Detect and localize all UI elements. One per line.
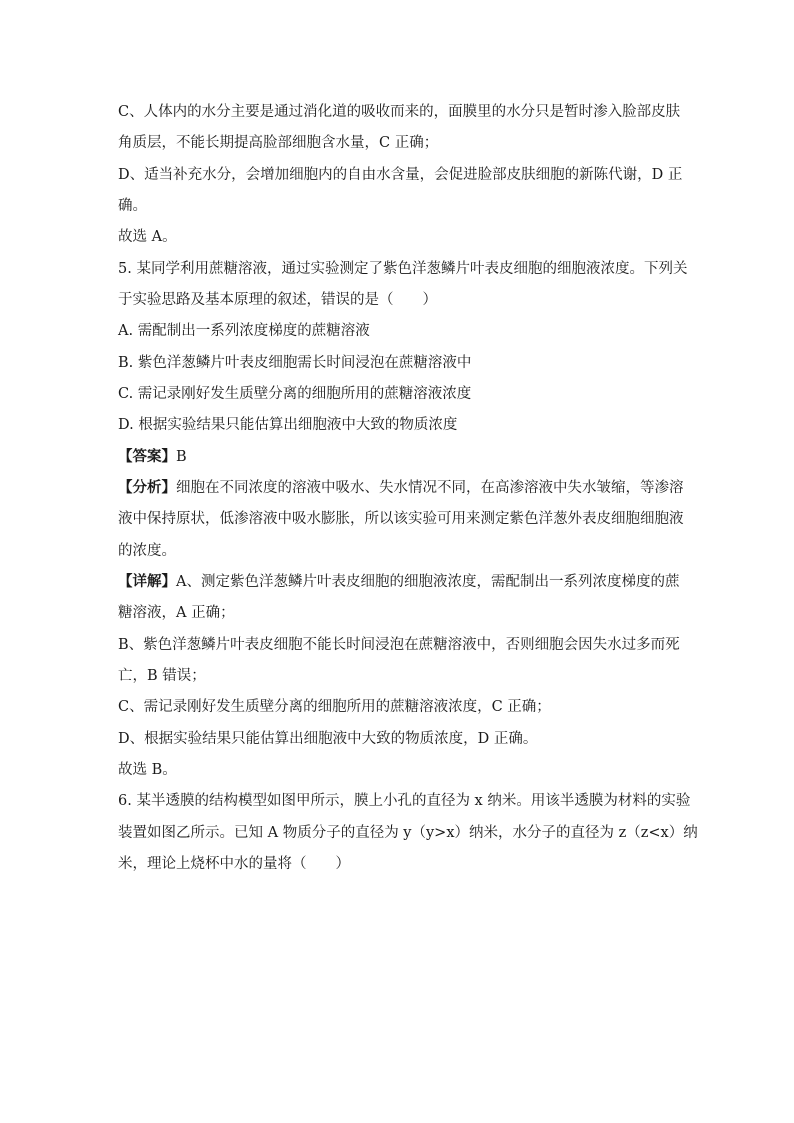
detail-label: 【详解】 bbox=[118, 573, 176, 590]
q5-stem-line-2: 于实验思路及基本原理的叙述，错误的是（ ） bbox=[118, 292, 437, 308]
prev-choose-answer: 故选 A。 bbox=[118, 229, 177, 245]
q5-detail-c: C、需记录刚好发生质壁分离的细胞所用的蔗糖溶液浓度，C 正确； bbox=[118, 699, 551, 715]
analysis-text-1: 细胞在不同浓度的溶液中吸水、失水情况不同，在高渗溶液中失水皱缩，等渗溶 bbox=[176, 480, 684, 496]
answer-value: B bbox=[176, 449, 187, 465]
answer-label: 【答案】 bbox=[118, 448, 176, 465]
prev-option-c-line-2: 角质层，不能长期提高脸部细胞含水量，C 正确； bbox=[118, 135, 439, 151]
q5-analysis-line-1 bbox=[118, 478, 684, 498]
q5-detail-b-line-1: B、紫色洋葱鳞片叶表皮细胞不能长时间浸泡在蔗糖溶液中，否则细胞会因失水过多而死 bbox=[118, 637, 680, 653]
q6-stem-line-1: 6. 某半透膜的结构模型如图甲所示，膜上小孔的直径为 x 纳米。用该半透膜为材料的实验 bbox=[118, 793, 691, 809]
q5-detail-a-line-2: 糖溶液，A 正确； bbox=[118, 605, 235, 621]
q5-detail-d: D、根据实验结果只能估算出细胞液中大致的物质浓度，D 正确。 bbox=[118, 731, 538, 747]
prev-option-d-line-2: 确。 bbox=[118, 198, 147, 214]
q6-stem-line-3: 米，理论上烧杯中水的量将（ ） bbox=[118, 856, 350, 872]
detail-a-text-1: A、测定紫色洋葱鳞片叶表皮细胞的细胞液浓度，需配制出一系列浓度梯度的蔗 bbox=[176, 574, 680, 590]
q5-analysis-line-3: 的浓度。 bbox=[118, 543, 176, 559]
q5-choose-answer: 故选 B。 bbox=[118, 762, 177, 778]
q5-answer bbox=[118, 447, 187, 467]
q5-detail-b-line-2: 亡，B 错误； bbox=[118, 668, 206, 684]
prev-option-c-line-1: C、人体内的水分主要是通过消化道的吸收而来的，面膜里的水分只是暂时渗入脸部皮肤 bbox=[118, 104, 681, 120]
q6-stem-line-2: 装置如图乙所示。已知 A 物质分子的直径为 y（y>x）纳米，水分子的直径为 z（z<x）纳 bbox=[118, 825, 698, 841]
q5-option-b: B. 紫色洋葱鳞片叶表皮细胞需长时间浸泡在蔗糖溶液中 bbox=[118, 355, 472, 371]
q5-stem-line-1: 5. 某同学利用蔗糖溶液，通过实验测定了紫色洋葱鳞片叶表皮细胞的细胞液浓度。下列关 bbox=[118, 261, 688, 277]
q5-option-a: A. 需配制出一系列浓度梯度的蔗糖溶液 bbox=[118, 323, 370, 339]
q5-option-d: D. 根据实验结果只能估算出细胞液中大致的物质浓度 bbox=[118, 417, 458, 433]
q5-detail-a-line-1 bbox=[118, 572, 680, 592]
q5-analysis-line-2: 液中保持原状，低渗溶液中吸水膨胀，所以该实验可用来测定紫色洋葱外表皮细胞细胞液 bbox=[118, 511, 684, 527]
prev-option-d-line-1: D、适当补充水分，会增加细胞内的自由水含量，会促进脸部皮肤细胞的新陈代谢，D 正 bbox=[118, 167, 683, 183]
analysis-label: 【分析】 bbox=[118, 479, 176, 496]
q5-option-c: C. 需记录刚好发生质壁分离的细胞所用的蔗糖溶液浓度 bbox=[118, 386, 472, 402]
